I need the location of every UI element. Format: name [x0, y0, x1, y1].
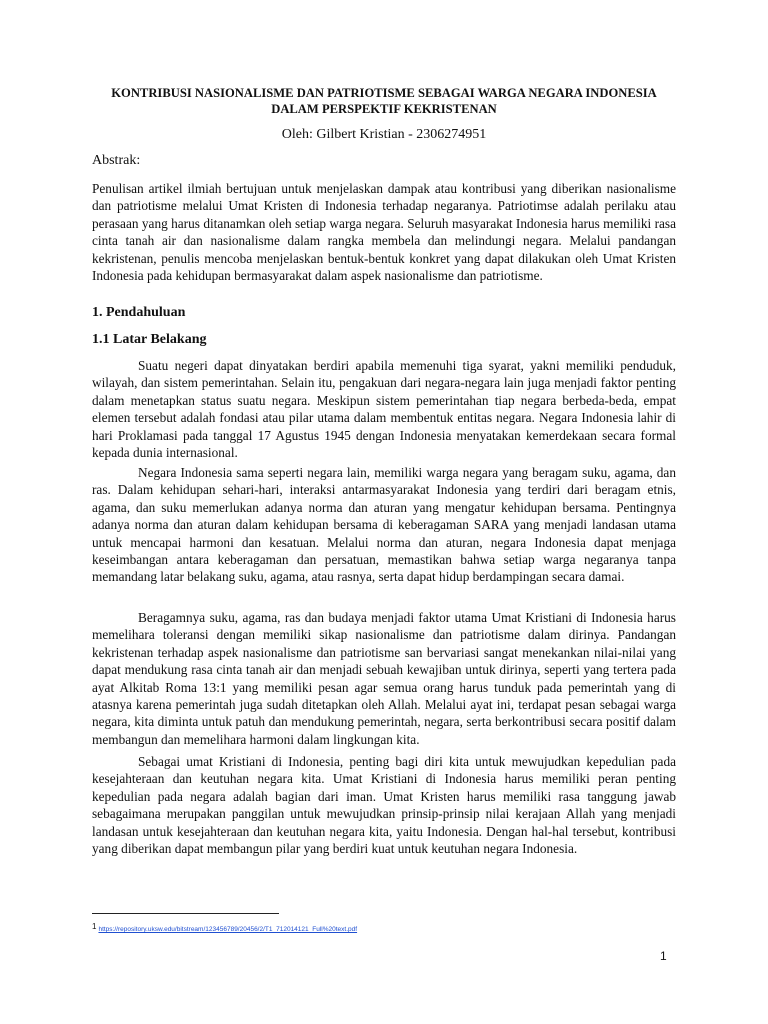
- section-heading-pendahuluan: 1. Pendahuluan: [92, 305, 186, 320]
- footnote-mark: 1: [92, 922, 97, 931]
- author-line: Oleh: Gilbert Kristian - 2306274951: [281, 127, 487, 142]
- abstract-paragraph: Penulisan artikel ilmiah bertujuan untuk menjelaskan dampak atau kontribusi yang diberikan nasionalisme dan patriotisme melalui Umat Kristen di Indonesia terhadap negaranya. Patriotimse adalah perilaku atau perasaan yang harus ditanamkan oleh setiap warga negara. Seluruh masyarakat Indonesia harus memiliki rasa cinta tanah air dan nasionalisme dalam rangka membela dan melindungi negara. Melalui pandangan kekristenan, penulis mencoba menjelaskan bentuk-bentuk konkret yang dapat dilakukan oleh Umat Kristen Indonesia pada kehidupan bermasyarakat dalam aspek nasionalisme dan patriotisme.: [92, 181, 676, 284]
- body-paragraph-2: Negara Indonesia sama seperti negara lain, memiliki warga negara yang beragam suku, agama, dan ras. Dalam kehidupan sehari-hari, interaksi antarmasyarakat Indonesia yang terdiri dari beragam etnis, agama, dan suku memerlukan adanya norma dan aturan yang mengatur kehidupan bersama. Pentingnya adanya norma dan aturan dalam kehidupan bersama di keberagaman SARA yang menjadi landasan utama untuk mencapai harmoni dan kesatuan. Melalui norma dan aturan, negara Indonesia dapat menjaga keseimbangan antara keberagaman dan persatuan, memastikan bahwa setiap warga negaranya tanpa memandang latar belakang suku, agama, atau rasnya, serta dapat hidup berdampingan secara damai.: [92, 465, 676, 585]
- title-line-1: KONTRIBUSI NASIONALISME DAN PATRIOTISME SEBAGAI WARGA NEGARA INDONESIA: [111, 86, 657, 100]
- document-title: [92, 85, 676, 117]
- body-paragraph-1: Suatu negeri dapat dinyatakan berdiri apabila memenuhi tiga syarat, yakni memiliki penduduk, wilayah, dan sistem pemerintahan. Selain itu, pengakuan dari negara-negara lain juga menjadi faktor penting dalam menetapkan status suatu negara. Meskipun sistem pemerintahan tiap negara berbeda-beda, empat elemen tersebut adalah fondasi atau pilar utama dalam membentuk entitas negara. Negara Indonesia lahir di hari Proklamasi pada tanggal 17 Agustus 1945 dengan Indonesia menyatakan kemerdekaan secara formal kepada dunia internasional.: [92, 358, 676, 461]
- title-line-2: DALAM PERSPEKTIF KEKRISTENAN: [271, 102, 497, 116]
- footnote-link[interactable]: https://repository.uksw.edu/bitstream/123456789/20456/2/T1_712014121_Full%20text.pdf: [98, 926, 358, 933]
- body-paragraph-4: Sebagai umat Kristiani di Indonesia, penting bagi diri kita untuk mewujudkan kepedulian pada kesejahteraan dan keutuhan negara kita. Umat Kristiani di Indonesia harus memiliki peran penting kepedulian pada negara adalah bagian dari iman. Umat Kristen harus memiliki rasa tanggung jawab sebagaimana merupakan panggilan untuk mewujudkan prinsip-prinsip nilai kerajaan Allah yang menjadi landasan untuk kesejahteraan dan keutuhan negara kita, yaitu Indonesia. Dengan hal-hal tersebut, kontribusi yang diberikan dapat membangun pilar yang berdiri kuat untuk keutuhan negara Indonesia.: [92, 754, 676, 857]
- body-paragraph-3: Beragamnya suku, agama, ras dan budaya menjadi faktor utama Umat Kristiani di Indonesia harus memelihara toleransi dengan memiliki sikap nasionalisme dan patriotisme dalam dirinya. Pandangan kekristenan terhadap aspek nasionalisme dan patriotisme san bervariasi sangat menekankan nilai-nilai yang dapat mendukung rasa cinta tanah air dan menjadi sebuah kewajiban untuk dirinya, seperti yang tertera pada ayat Alkitab Roma 13:1 yang memiliki pesan agar semua orang harus tunduk pada pemerintah yang di atasnya karena pemerintah juga sudah ditetapkan oleh Allah. Melalui ayat ini, terdapat pesan sebagai warga negara, kita diminta untuk patuh dan mendukung pemerintah, negara, serta berkontribusi secara positif dalam membangun dan memelihara harmoni dalam lingkungan kita.: [92, 610, 676, 747]
- footnote: [92, 922, 676, 935]
- footnote-separator: [92, 913, 279, 914]
- abstract-label: Abstrak:: [92, 153, 141, 168]
- page-number: 1: [660, 949, 667, 963]
- subsection-heading-latar-belakang: 1.1 Latar Belakang: [92, 332, 207, 347]
